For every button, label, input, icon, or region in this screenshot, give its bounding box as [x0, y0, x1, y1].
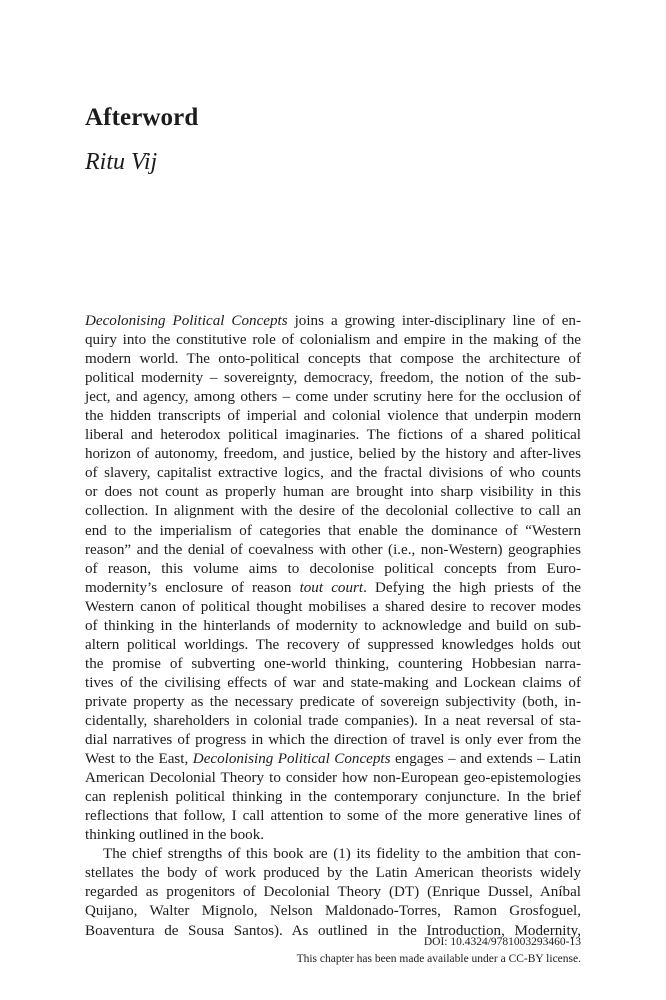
text-line: regarded as progenitors of Decolonial Theory (DT) (Enrique Dussel, Aníbal	[85, 884, 581, 901]
text-line: Boaventura de Sousa Santos). As outlined in the Introduction, Modernity,	[85, 922, 581, 939]
text-line: collection. In alignment with the desire of the decolonial collective to call an	[85, 503, 581, 520]
text-line: the hidden transcripts of imperial and colonial violence that underpin modern	[85, 408, 581, 425]
text-line: ject, and agency, among others – come under scrutiny here for the occlusion of	[85, 389, 581, 406]
text-line: thinking outlined in the book.	[85, 827, 265, 844]
text-line: liberal and heterodox political imaginaries. The fictions of a shared political	[85, 427, 581, 444]
text-line: dial narratives of progress in which the direction of travel is only ever from the	[85, 732, 581, 749]
text-line: American Decolonial Theory to consider how non-European geo-epistemologies	[85, 770, 581, 787]
text-line: modernity’s enclosure of reason tout court. Defying the high priests of the	[85, 579, 581, 596]
doi-footnote: DOI: 10.4324/9781003293460-13	[423, 936, 581, 948]
text-line: political modernity – sovereignty, democracy, freedom, the notion of the sub-	[85, 370, 581, 387]
text-line: cidentally, shareholders in colonial trade companies). In a neat reversal of sta-	[85, 712, 581, 729]
text-line: modern world. The onto-political concepts that compose the architecture of	[85, 351, 581, 368]
paragraph-1	[85, 312, 581, 845]
text-line: reflections that follow, I call attention to some of the more generative lines of	[85, 808, 581, 825]
text-line: quiry into the constitutive role of colonialism and empire in the making of the	[85, 332, 581, 349]
text-line: horizon of autonomy, freedom, and justice, belied by the history and after-lives	[85, 446, 581, 463]
chapter-title: Afterword	[85, 104, 199, 131]
license-footnote: This chapter has been made available under a CC-BY license.	[296, 953, 581, 965]
italic-phrase: tout court	[299, 579, 364, 596]
text-line: Decolonising Political Concepts joins a growing inter-disciplinary line of en-	[85, 313, 581, 329]
text-line: altern political worldings. The recovery of suppressed knowledges holds out	[85, 636, 581, 653]
text-line: of reason, this volume aims to decolonise political concepts from Euro-	[85, 560, 581, 577]
text-line: West to the East, Decolonising Political Concepts engages – and extends – Latin	[85, 751, 581, 768]
book-title-italic: Decolonising Political Concepts	[192, 751, 391, 768]
paragraph-2	[85, 845, 581, 940]
chapter-body	[85, 312, 581, 941]
text-line: tives of the civilising effects of war and state-making and Lockean claims of	[85, 674, 581, 691]
text-line: of thinking in the hinterlands of modernity to acknowledge and build on sub-	[85, 617, 581, 634]
text-line: or does not count as properly human are brought into sharp visibility in this	[85, 484, 581, 501]
text-line: can replenish political thinking in the contemporary conjuncture. In the brief	[85, 789, 581, 806]
book-title-italic: Decolonising Political Concepts	[85, 313, 288, 329]
text-line: Western canon of political thought mobilises a shared desire to recover modes	[85, 598, 581, 615]
text-line: the promise of subverting one-world thinking, countering Hobbesian narra-	[85, 655, 581, 672]
text-line: end to the imperialism of categories that enable the dominance of “Western	[85, 522, 581, 539]
text-line: The chief strengths of this book are (1) its fidelity to the ambition that con-	[103, 846, 581, 863]
text-line: stellates the body of work produced by the Latin American theorists widely	[85, 865, 581, 882]
text-line: of slavery, capitalist extractive logics, and the fractal divisions of who counts	[85, 465, 581, 482]
text-line: Quijano, Walter Mignolo, Nelson Maldonado-Torres, Ramon Grosfoguel,	[85, 903, 581, 920]
chapter-author: Ritu Vij	[85, 149, 158, 175]
text-line: reason” and the denial of coevalness with other (i.e., non-Western) geographies	[85, 541, 581, 558]
text-line: private property as the necessary predicate of sovereign subjectivity (both, in-	[85, 693, 581, 710]
